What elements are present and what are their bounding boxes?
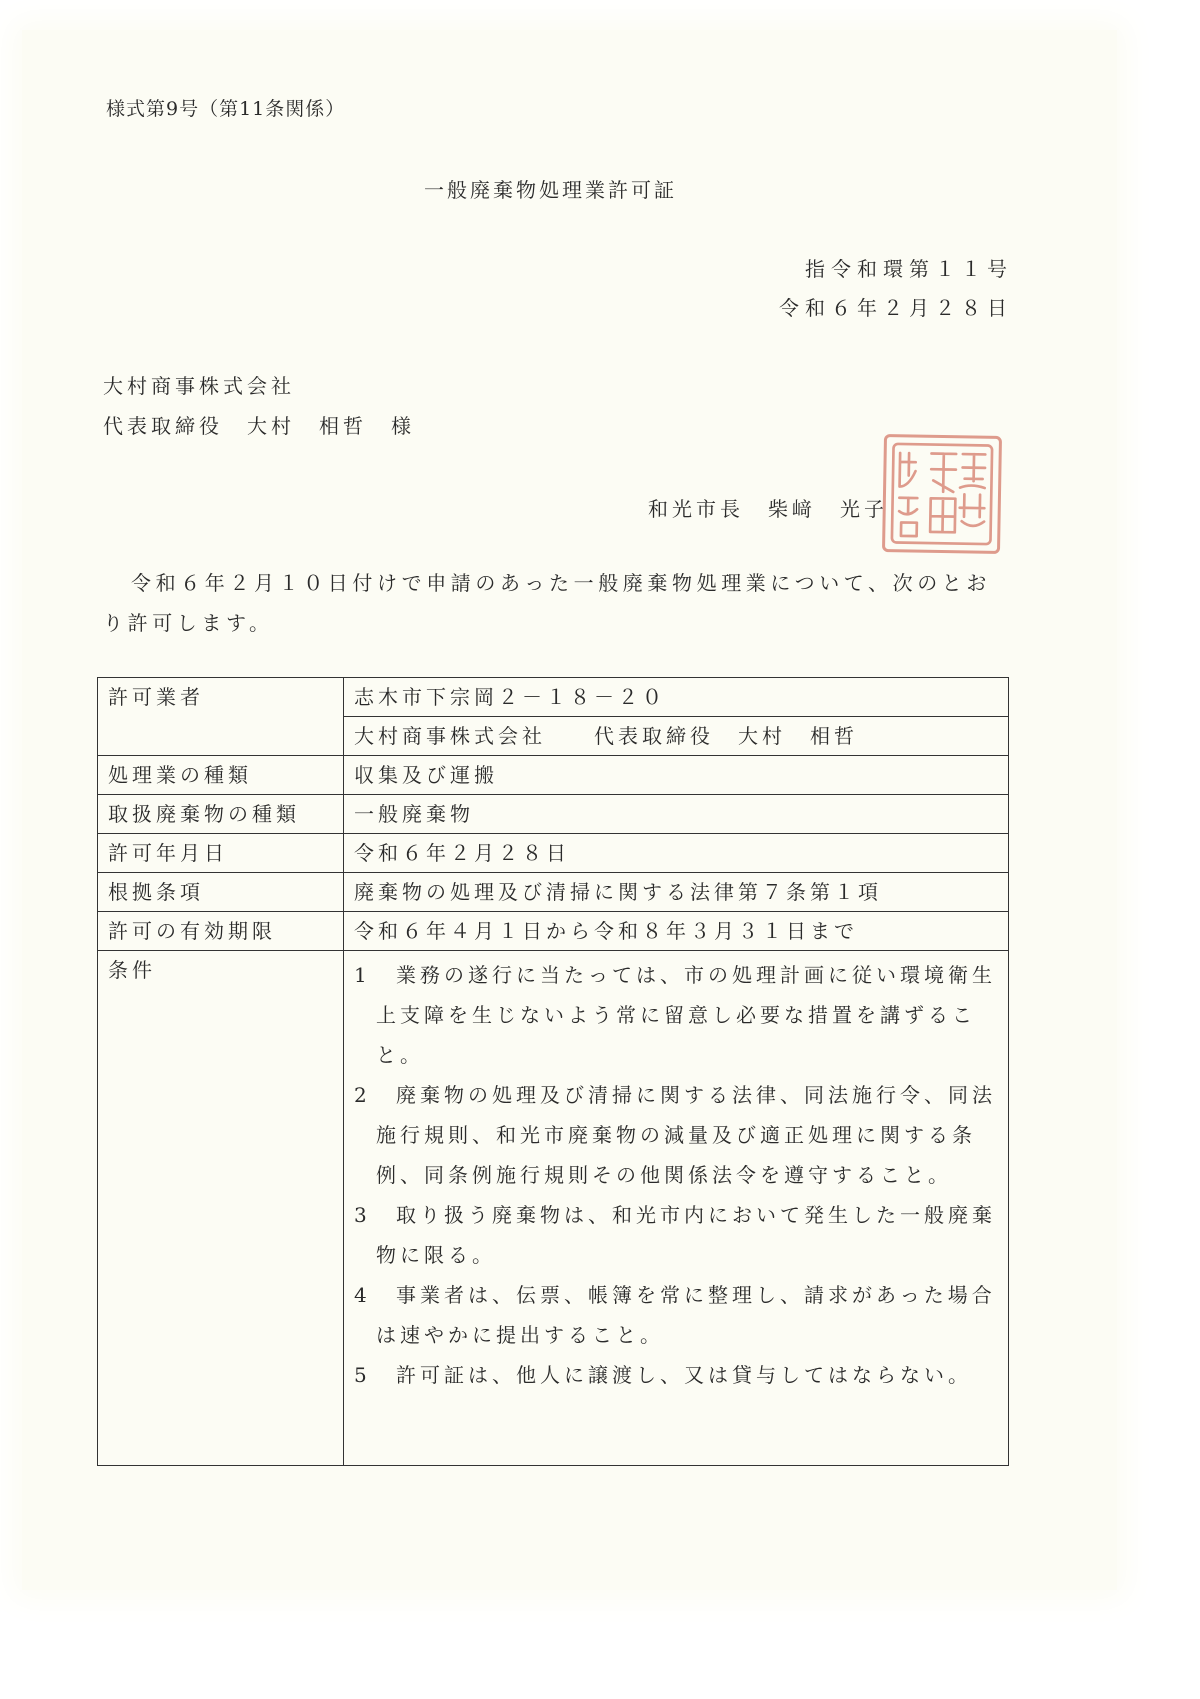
condition-text: 許可証は、他人に譲渡し、又は貸与してはならない。 [396,1363,972,1387]
table-row [98,834,1009,873]
row-label: 許可年月日 [98,834,344,873]
row-label: 処理業の種類 [98,756,344,795]
condition-item [354,1355,998,1395]
condition-text: 事業者は、伝票、帳簿を常に整理し、請求があった場合は速やかに提出すること。 [376,1283,996,1347]
row-label: 許可の有効期限 [98,912,344,951]
condition-number: 5 [354,1363,371,1387]
table-row [98,873,1009,912]
table-row [98,912,1009,951]
permit-details-table [97,677,1009,1466]
seal-graphic [885,437,999,551]
condition-text: 業務の遂行に当たっては、市の処理計画に従い環境衛生上支障を生じないよう常に留意し必要な措置を講ずること。 [376,963,996,1067]
condition-text: 取り扱う廃棄物は、和光市内において発生した一般廃棄物に限る。 [376,1203,996,1267]
condition-item [354,1075,998,1195]
official-seal-stamp [882,434,1002,554]
condition-number: 3 [354,1203,371,1227]
row-label: 取扱廃棄物の種類 [98,795,344,834]
recipient-company: 大村商事株式会社 [103,374,295,398]
row-value: 一般廃棄物 [344,795,1009,834]
condition-number: 4 [354,1283,371,1307]
table-row [98,678,1009,717]
row-label: 許可業者 [98,678,344,756]
row-value: 令和６年２月２８日 [344,834,1009,873]
licensee-company: 大村商事株式会社 代表取締役 大村 相哲 [344,717,1009,756]
conditions-label: 条件 [98,951,344,1466]
row-label: 根拠条項 [98,873,344,912]
form-number: 様式第9号（第11条関係） [106,98,346,120]
issue-date: 令和６年２月２８日 [779,296,1013,320]
table-row [98,795,1009,834]
condition-item [354,1275,998,1355]
row-value: 令和６年４月１日から令和８年３月３１日まで [344,912,1009,951]
row-value: 廃棄物の処理及び清掃に関する法律第７条第１項 [344,873,1009,912]
reference-number: 指令和環第１１号 [805,257,1013,281]
condition-number: 2 [354,1083,371,1107]
condition-item [354,1195,998,1275]
document-title: 一般廃棄物処理業許可証 [424,178,677,202]
permit-statement: 令和６年２月１０日付けで申請のあった一般廃棄物処理業について、次のとおり許可します。 [103,571,991,635]
table-row [98,951,1009,1466]
issuer-name: 和光市長 柴﨑 光子 [648,497,888,521]
condition-number: 1 [354,963,371,987]
recipient-representative: 代表取締役 大村 相哲 様 [103,414,415,438]
row-value: 収集及び運搬 [344,756,1009,795]
conditions-list [344,951,1009,1466]
condition-text: 廃棄物の処理及び清掃に関する法律、同法施行令、同法施行規則、和光市廃棄物の減量及び適正処理に関する条例、同条例施行規則その他関係法令を遵守すること。 [376,1083,996,1187]
condition-item [354,955,998,1075]
licensee-address: 志木市下宗岡２－１８－２０ [344,678,1009,717]
table-row [98,756,1009,795]
